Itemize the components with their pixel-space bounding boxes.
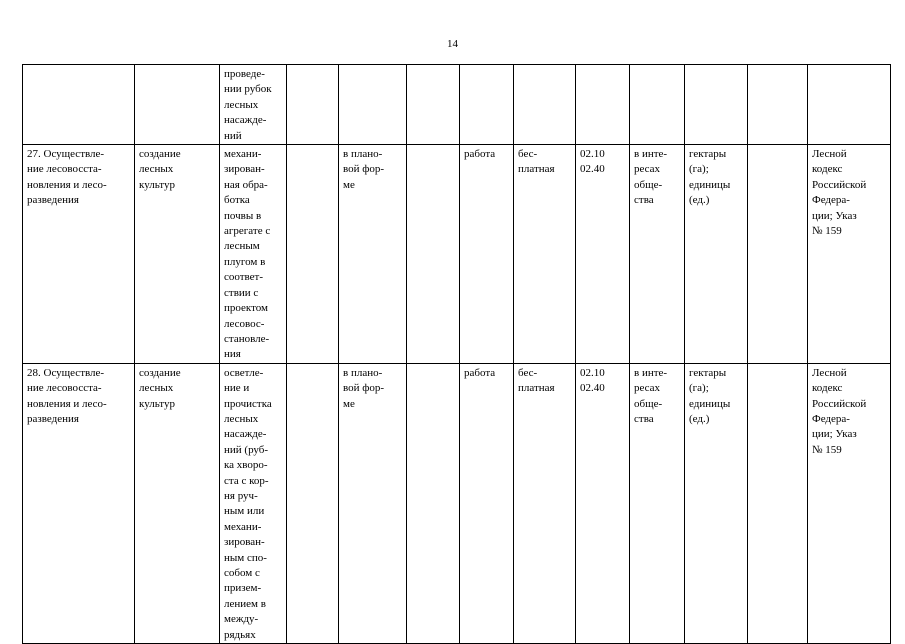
service-name-cell: 27. Осуществле- ние лесовосста- новления и лесо- разведения (23, 145, 135, 364)
table-row (23, 65, 891, 145)
table-cell (407, 363, 460, 643)
form-cell (339, 65, 407, 145)
type-cell: работа (460, 145, 514, 364)
code-cell (576, 65, 630, 145)
table-cell (407, 65, 460, 145)
service-name-cell (23, 65, 135, 145)
work-description-cell: проведе- нии рубок лесных насажде- ний (220, 65, 287, 145)
code-cell: 02.10 02.40 (576, 363, 630, 643)
interest-cell: в инте- ресах обще- ства (630, 363, 685, 643)
form-cell: в плано- вой фор- ме (339, 145, 407, 364)
service-content-cell: создание лесных культур (135, 145, 220, 364)
table-row (23, 363, 891, 643)
services-table (22, 64, 891, 644)
work-description-cell: осветле- ние и прочистка лесных насажде- ний (руб- ка хворо- ста с кор- ня руч- ным или механи- зирован- ным спо- собом с призем- лением в между- рядьях (220, 363, 287, 643)
form-cell: в плано- вой фор- ме (339, 363, 407, 643)
page-number: 14 (447, 38, 458, 50)
legal-basis-cell: Лесной кодекс Российской Федера- ции; Указ № 159 (808, 363, 891, 643)
table-cell (748, 363, 808, 643)
service-content-cell (135, 65, 220, 145)
table-cell (407, 145, 460, 364)
interest-cell (630, 65, 685, 145)
table-cell (748, 65, 808, 145)
service-content-cell: создание лесных культур (135, 363, 220, 643)
table-cell (287, 145, 339, 364)
payment-cell: бес- платная (514, 363, 576, 643)
service-name-cell: 28. Осуществле- ние лесовосста- новления и лесо- разведения (23, 363, 135, 643)
table-cell (287, 65, 339, 145)
table-row (23, 145, 891, 364)
work-description-cell: механи- зирован- ная обра- ботка почвы в агрегате с лесным плугом в соответ- ствии с проектом лесовос- становле- ния (220, 145, 287, 364)
legal-basis-cell (808, 65, 891, 145)
units-cell (685, 65, 748, 145)
interest-cell: в инте- ресах обще- ства (630, 145, 685, 364)
type-cell (460, 65, 514, 145)
table-cell (748, 145, 808, 364)
table-cell (287, 363, 339, 643)
units-cell: гектары (га); единицы (ед.) (685, 363, 748, 643)
code-cell: 02.10 02.40 (576, 145, 630, 364)
payment-cell: бес- платная (514, 145, 576, 364)
legal-basis-cell: Лесной кодекс Российской Федера- ции; Указ № 159 (808, 145, 891, 364)
units-cell: гектары (га); единицы (ед.) (685, 145, 748, 364)
type-cell: работа (460, 363, 514, 643)
payment-cell (514, 65, 576, 145)
